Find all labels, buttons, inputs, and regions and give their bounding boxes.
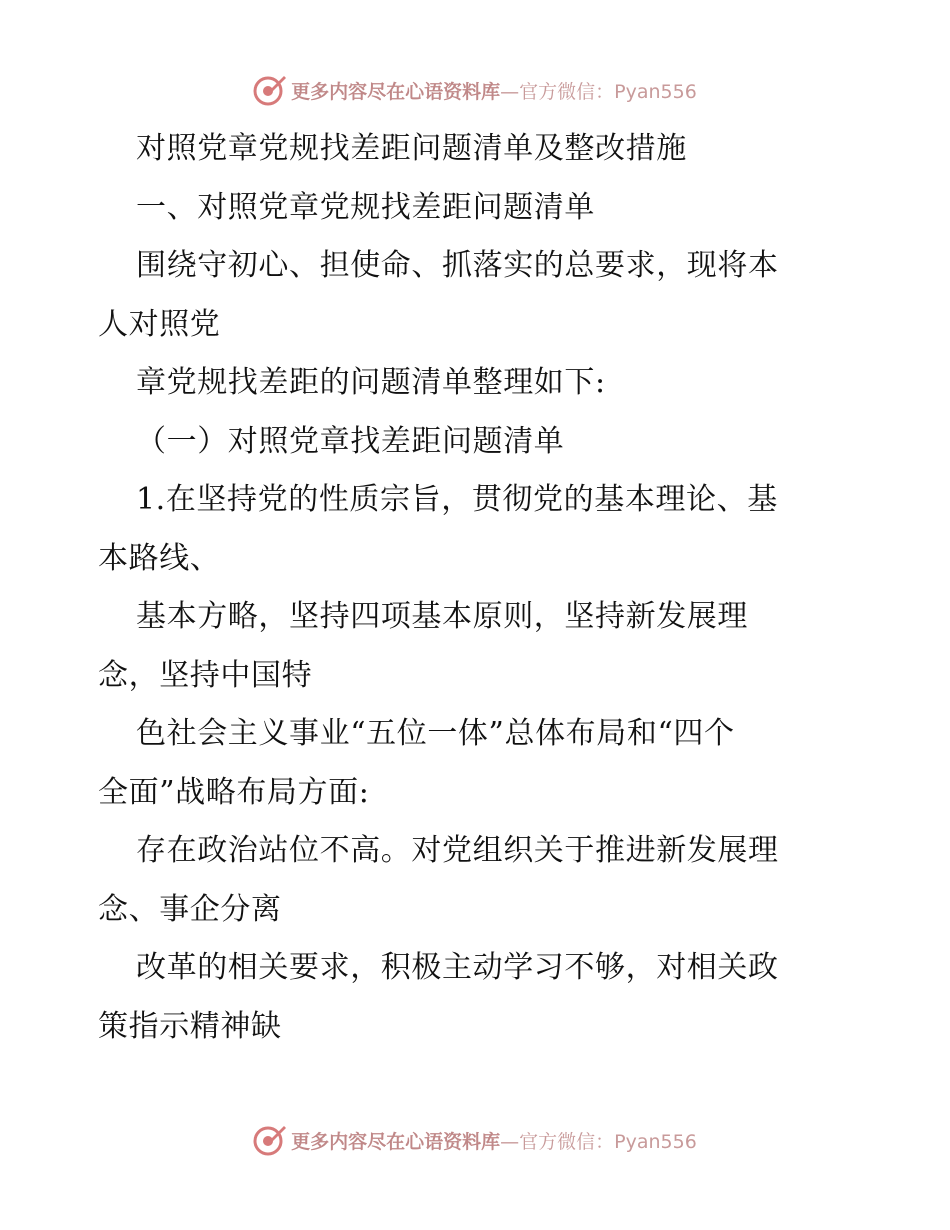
- text-line: 改革的相关要求，积极主动学习不够，对相关政: [136, 950, 779, 985]
- brand-logo-icon: [253, 1123, 287, 1157]
- text-line: 存在政治站位不高。对党组织关于推进新发展理: [136, 833, 779, 868]
- document-body: [98, 120, 858, 1056]
- text-line: 基本方略，坚持四项基本原则，坚持新发展理: [136, 599, 748, 634]
- text-line: （一）对照党章找差距问题清单: [136, 423, 565, 459]
- text-line: 本路线、: [98, 540, 221, 576]
- text-line: 一、对照党章党规找差距问题清单: [136, 189, 595, 225]
- header-watermark: [0, 70, 950, 110]
- brand-logo-icon: [253, 73, 287, 107]
- text-line: 人对照党: [98, 306, 221, 342]
- footer-watermark: [0, 1120, 950, 1160]
- text-line: 1.在坚持党的性质宗旨，贯彻党的基本理论、基: [136, 482, 778, 517]
- watermark-brand: 更多内容尽在心语资料库: [291, 1130, 501, 1153]
- text-line: 念、事企分离: [98, 891, 282, 927]
- text-line: 色社会主义事业“五位一体”总体布局和“四个: [136, 716, 735, 751]
- watermark-text: [291, 1127, 697, 1154]
- watermark-suffix: —官方微信：Pyan556: [500, 1130, 697, 1153]
- watermark-suffix: —官方微信：Pyan556: [500, 80, 697, 103]
- text-line: 全面”战略布局方面:: [98, 774, 370, 810]
- text-line: 章党规找差距的问题清单整理如下:: [136, 365, 606, 400]
- text-line: 对照党章党规找差距问题清单及整改措施: [136, 131, 687, 166]
- watermark-brand: 更多内容尽在心语资料库: [291, 80, 501, 103]
- text-line: 念，坚持中国特: [98, 657, 313, 693]
- text-line: 策指示精神缺: [98, 1008, 282, 1044]
- watermark-text: [291, 77, 697, 104]
- text-line: 围绕守初心、担使命、抓落实的总要求，现将本: [136, 248, 779, 283]
